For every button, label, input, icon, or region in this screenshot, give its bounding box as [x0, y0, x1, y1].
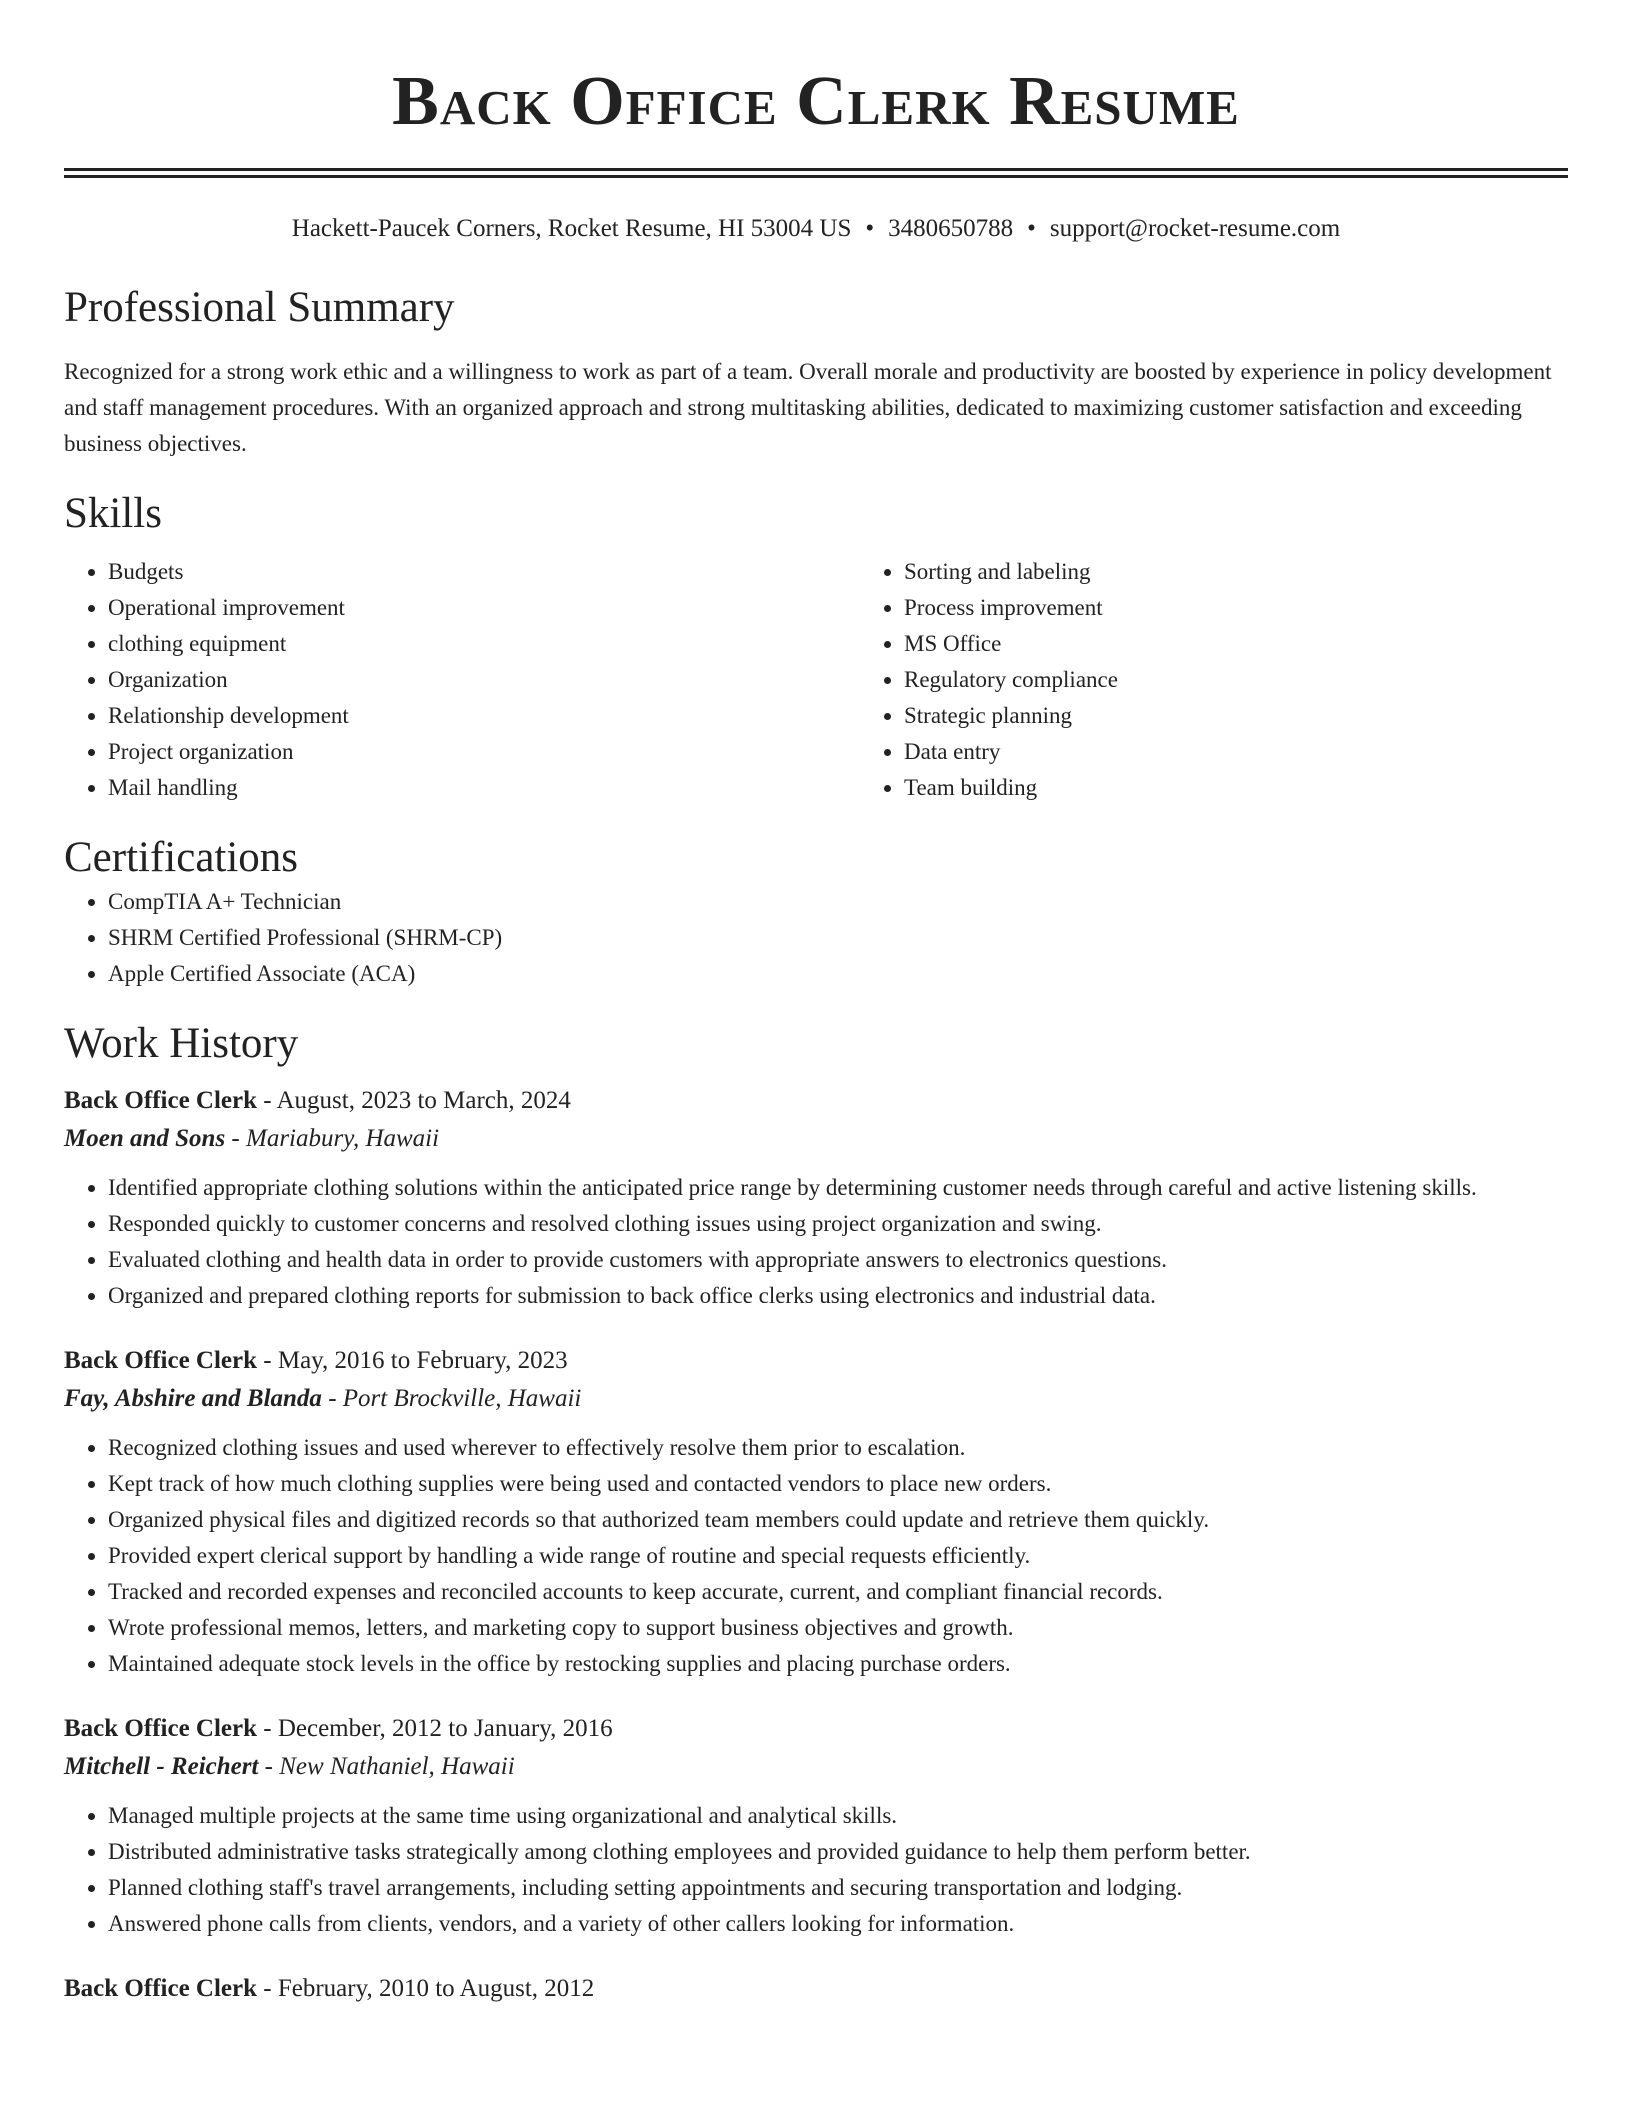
contact-line: [64, 212, 1568, 246]
skill-item: • clothing equipment: [108, 626, 860, 662]
job-entry: [64, 1970, 1568, 2008]
skills-column-left: [64, 554, 860, 806]
job-duty: • Wrote professional memos, letters, and marketing copy to support business objectives and growth.: [108, 1610, 1568, 1646]
job-dates: - May, 2016 to February, 2023: [263, 1347, 568, 1374]
job-dates: - December, 2012 to January, 2016: [263, 1715, 613, 1742]
job-dates: - February, 2010 to August, 2012: [263, 1975, 595, 2002]
title-divider: [64, 168, 1568, 178]
job-duty: • Evaluated clothing and health data in order to provide customers with appropriate answers to electronics questions.: [108, 1242, 1568, 1278]
skill-item: • Operational improvement: [108, 590, 860, 626]
job-duties: [64, 1430, 1568, 1682]
job-duty: • Kept track of how much clothing supplies were being used and contacted vendors to place new orders.: [108, 1466, 1568, 1502]
job-entry: [64, 1710, 1568, 1942]
certifications-heading: Certifications: [64, 834, 299, 881]
job-title-line: [64, 1082, 1568, 1120]
resume-title: Back Office Clerk Resume: [392, 63, 1240, 140]
job-duty: • Planned clothing staff's travel arrangements, including setting appointments and securing transportation and lodging.: [108, 1870, 1568, 1906]
skill-item: • Project organization: [108, 734, 860, 770]
skills-grid: [64, 554, 1568, 806]
job-location: - New Nathaniel, Hawaii: [264, 1753, 515, 1780]
job-duty: • Recognized clothing issues and used wherever to effectively resolve them prior to escalation.: [108, 1430, 1568, 1466]
skill-item: • Organization: [108, 662, 860, 698]
job-duties: [64, 1798, 1568, 1942]
job-location: - Mariabury, Hawaii: [231, 1125, 440, 1152]
skill-item: • Strategic planning: [904, 698, 1632, 734]
job-title-line: [64, 1710, 1568, 1748]
certifications-list: [64, 884, 1568, 992]
skill-item: • Team building: [904, 770, 1632, 806]
contact-separator: •: [865, 215, 875, 242]
job-location: - Port Brockville, Hawaii: [328, 1385, 582, 1412]
job-company-line: [64, 1120, 1568, 1158]
job-company: Mitchell - Reichert: [64, 1753, 259, 1780]
job-role: Back Office Clerk: [64, 1347, 258, 1374]
job-duty: • Organized physical files and digitized records so that authorized team members could update and retrieve them quickly.: [108, 1502, 1568, 1538]
job-duty: • Distributed administrative tasks strategically among clothing employees and provided guidance to help them perform better.: [108, 1834, 1568, 1870]
summary-text: Recognized for a strong work ethic and a willingness to work as part of a team. Overall morale and productivity are boosted by experience in policy development and staff management procedures. With an organized approach and strong multitasking abilities, dedicated to maximizing customer satisfaction and exceeding business objectives.: [64, 359, 1552, 456]
skill-item: • Mail handling: [108, 770, 860, 806]
contact-separator: •: [1027, 215, 1036, 242]
work-history-heading: Work History: [64, 1020, 299, 1067]
job-title-line: [64, 1342, 1568, 1380]
job-role: Back Office Clerk: [64, 1715, 258, 1742]
job-company-line: [64, 1380, 1568, 1418]
job-title-line: [64, 1970, 1568, 2008]
job-duty: • Organized and prepared clothing reports for submission to back office clerks using electronics and industrial data.: [108, 1278, 1568, 1314]
certification-item: • Apple Certified Associate (ACA): [108, 956, 1568, 992]
job-entry: [64, 1082, 1568, 1314]
skills-heading: Skills: [64, 490, 162, 537]
job-duty: • Tracked and recorded expenses and reconciled accounts to keep accurate, current, and compliant financial records.: [108, 1574, 1568, 1610]
certification-item: • CompTIA A+ Technician: [108, 884, 1568, 920]
job-company: Fay, Abshire and Blanda: [64, 1385, 322, 1412]
skills-column-right: [860, 554, 1632, 806]
job-company: Moen and Sons: [64, 1125, 226, 1152]
skill-item: • Budgets: [108, 554, 860, 590]
skill-item: • Data entry: [904, 734, 1632, 770]
job-company-line: [64, 1748, 1568, 1786]
skill-item: • MS Office: [904, 626, 1632, 662]
skill-item: • Process improvement: [904, 590, 1632, 626]
job-duty: • Maintained adequate stock levels in the office by restocking supplies and placing purchase orders.: [108, 1646, 1568, 1682]
job-duties: [64, 1170, 1568, 1314]
job-duty: • Responded quickly to customer concerns and resolved clothing issues using project organization and swing.: [108, 1206, 1568, 1242]
job-duty: • Identified appropriate clothing solutions within the anticipated price range by determining customer needs through careful and active listening skills.: [108, 1170, 1568, 1206]
job-duty: • Answered phone calls from clients, vendors, and a variety of other callers looking for information.: [108, 1906, 1568, 1942]
skill-item: • Sorting and labeling: [904, 554, 1632, 590]
certification-item: • SHRM Certified Professional (SHRM-CP): [108, 920, 1568, 956]
job-duty: • Managed multiple projects at the same time using organizational and analytical skills.: [108, 1798, 1568, 1834]
job-duty: • Provided expert clerical support by handling a wide range of routine and special requests efficiently.: [108, 1538, 1568, 1574]
skill-item: • Regulatory compliance: [904, 662, 1632, 698]
job-role: Back Office Clerk: [64, 1975, 258, 2002]
summary-heading: Professional Summary: [64, 284, 455, 331]
contact-address: Hackett-Paucek Corners, Rocket Resume, HI 53004 US: [291, 215, 852, 242]
skill-item: • Relationship development: [108, 698, 860, 734]
contact-email: support@rocket-resume.com: [1049, 215, 1341, 242]
contact-phone: 3480650788: [888, 215, 1014, 242]
job-role: Back Office Clerk: [64, 1087, 258, 1114]
job-entry: [64, 1342, 1568, 1682]
job-dates: - August, 2023 to March, 2024: [263, 1087, 571, 1114]
